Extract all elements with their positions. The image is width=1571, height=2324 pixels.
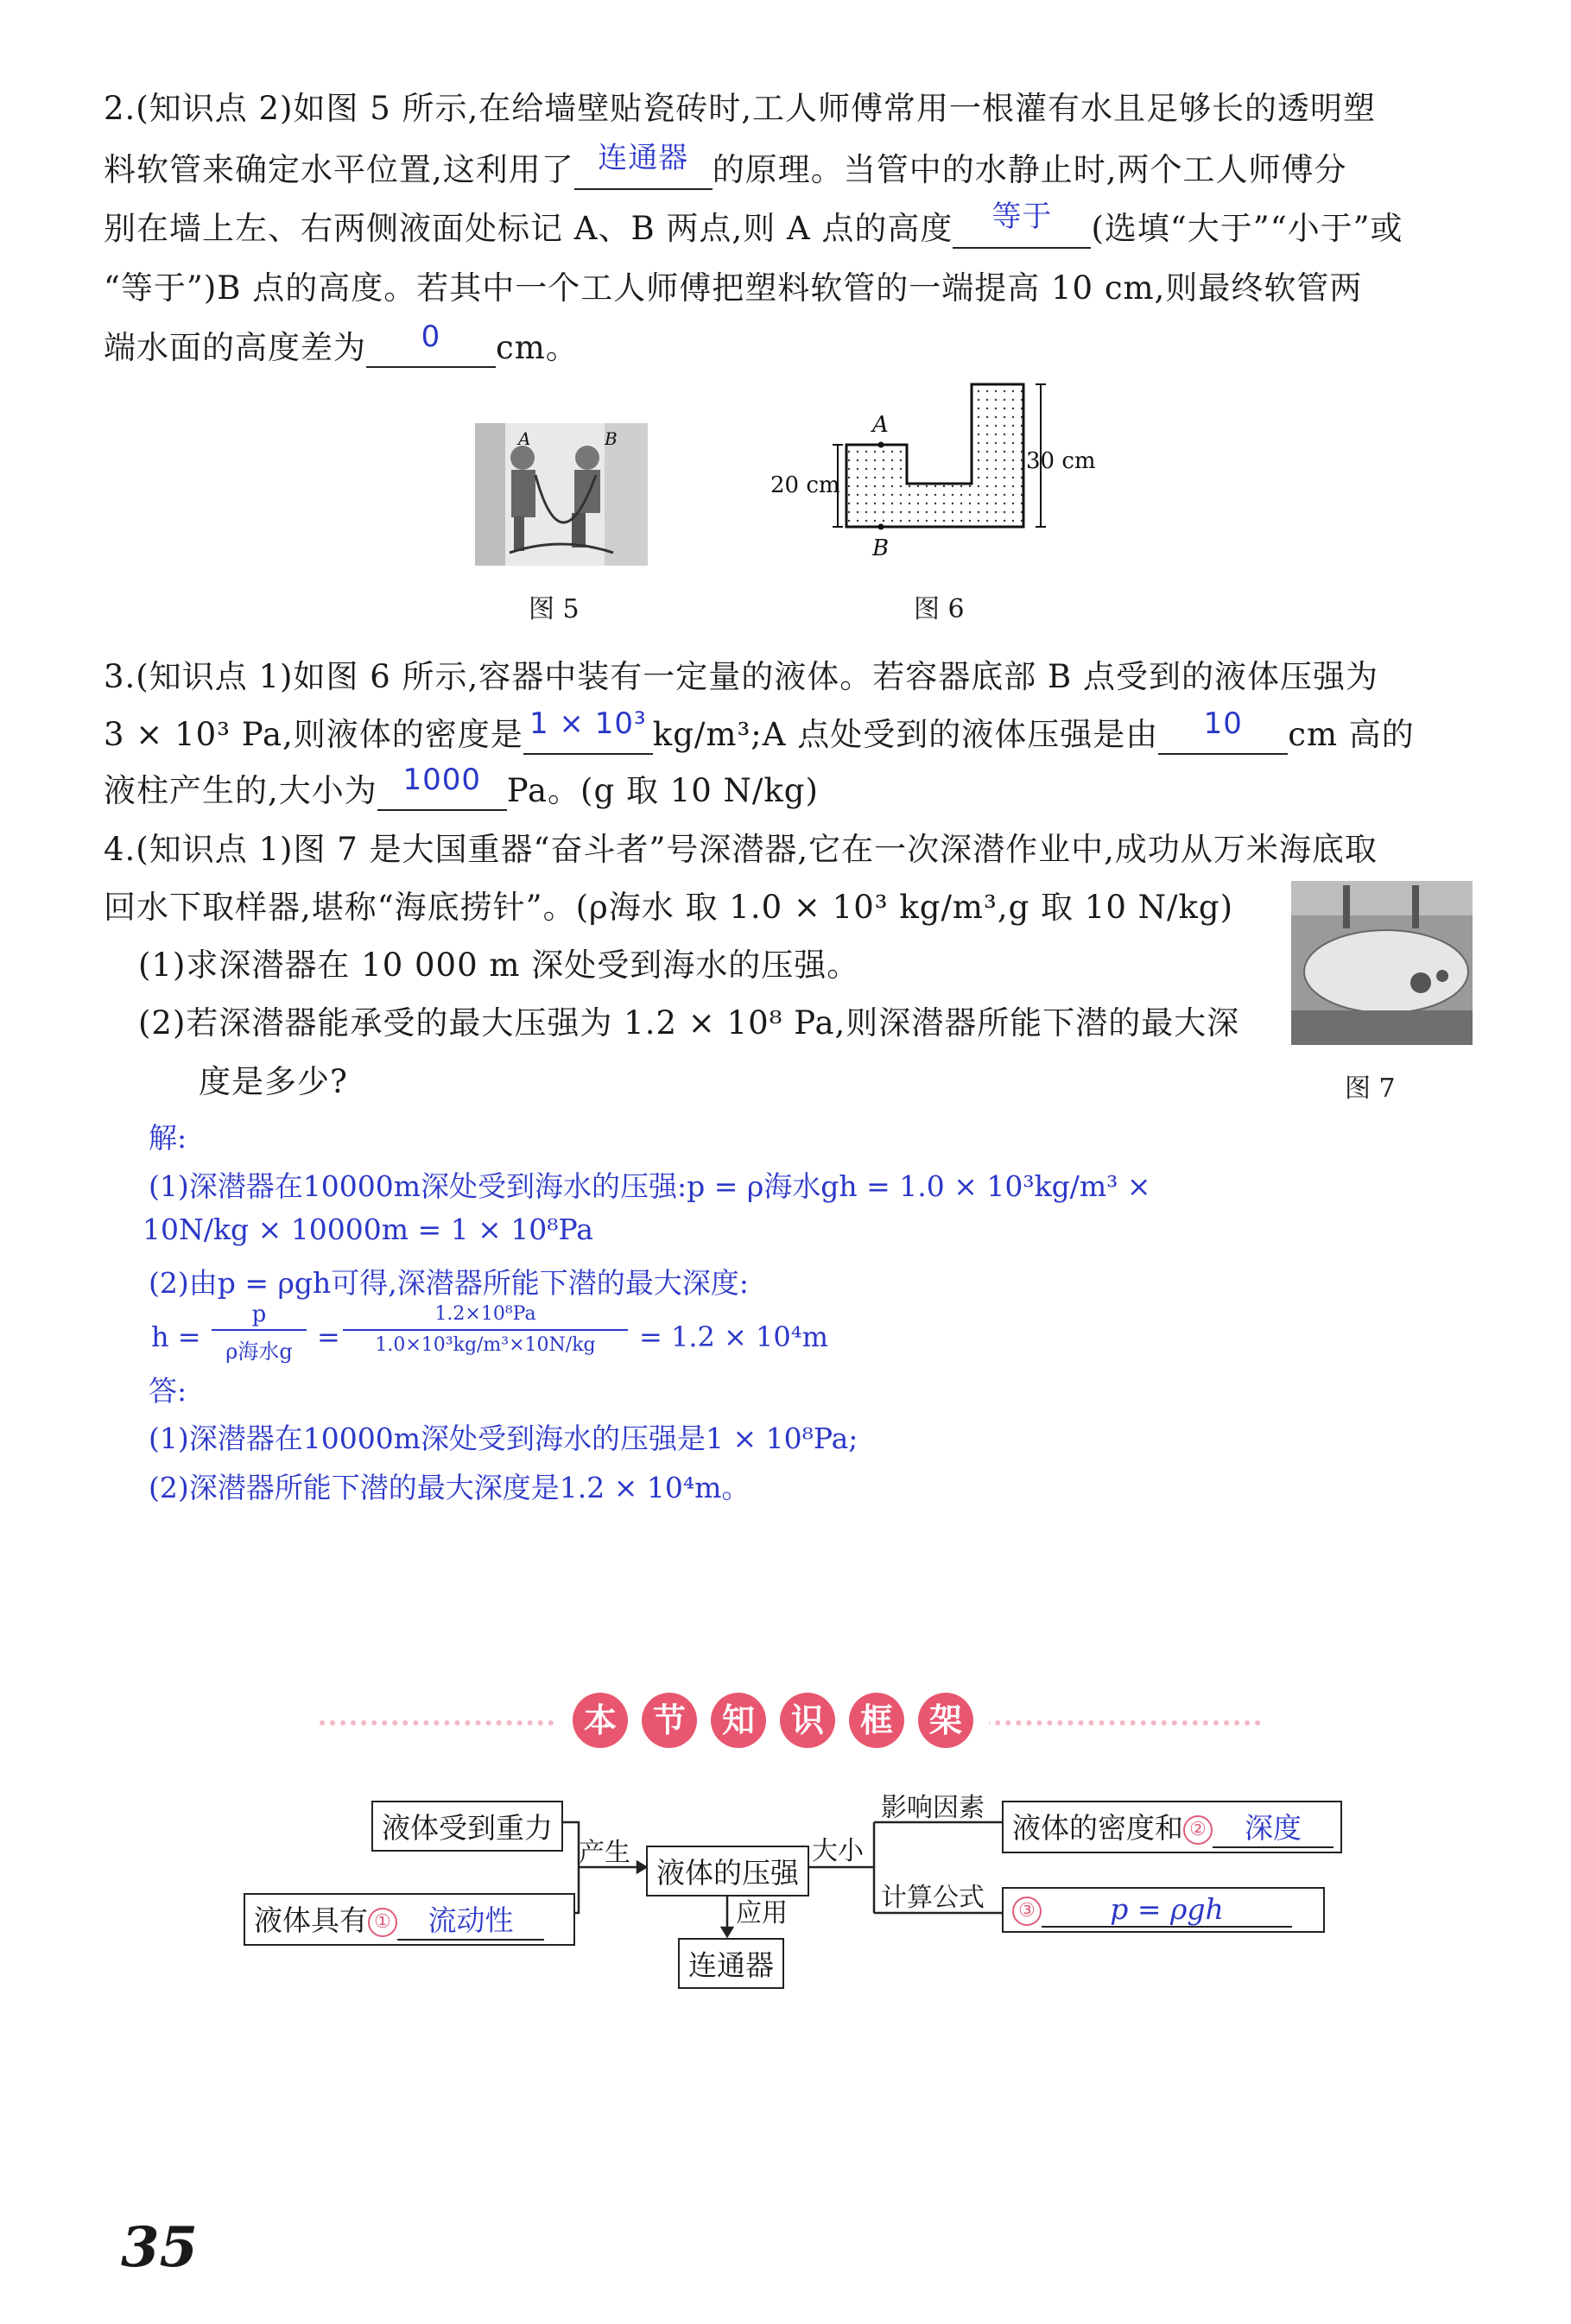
fig6-label-b: B	[872, 535, 890, 561]
page-number: 35	[121, 2215, 199, 2280]
circled-number-2: ②	[1183, 1815, 1213, 1845]
answer-formula: p = ρgh	[1042, 1892, 1292, 1928]
fig5-label-b: B	[605, 428, 618, 449]
title-char: 知	[711, 1693, 766, 1748]
q3-blank2	[1158, 706, 1288, 755]
title-char: 本	[573, 1693, 628, 1748]
circled-number-1: ①	[368, 1908, 397, 1937]
q2-blank2	[953, 199, 1091, 249]
solution-jie: 解:	[149, 1121, 187, 1155]
title-char: 架	[918, 1693, 973, 1748]
framework-title	[557, 1693, 989, 1748]
q2-text: 端水面的高度差为	[104, 329, 366, 366]
box-liquid-pressure: 液体的压强	[646, 1846, 809, 1897]
figure-7-caption: 图 7	[1345, 1073, 1396, 1104]
q3-text: kg/m³;A 点处受到的液体压强是由	[652, 716, 1159, 753]
q3-blank3	[377, 763, 507, 811]
q3-answer3: 1000	[402, 763, 482, 797]
answer-depth: 深度	[1213, 1806, 1333, 1848]
q2-line1: 2.(知识点 2)如图 5 所示,在给墙壁贴瓷砖时,工人师傅常用一根灌有水且足够长的透明塑	[104, 90, 1377, 127]
q2-blank3	[366, 320, 496, 368]
circled-number-3: ③	[1012, 1897, 1042, 1926]
q2-line4: “等于”)B 点的高度。若其中一个工人师傅把塑料软管的一端提高 10 cm,则最终软管两	[104, 269, 1363, 307]
q2-line3	[104, 199, 1403, 249]
q4-line2: 回水下取样器,堪称“海底捞针”。(ρ海水 取 1.0 × 10³ kg/m³,g 取 10 N/kg)	[104, 889, 1234, 926]
q3-text: 液柱产生的,大小为	[104, 772, 377, 809]
q2-answer3: 0	[421, 320, 441, 354]
fig6-dim-right: 30 cm	[1026, 448, 1096, 474]
solution-answer2: (2)深潜器所能下潜的最大深度是1.2 × 10⁴m。	[149, 1471, 751, 1504]
q2-text: 别在墙上左、右两侧液面处标记 A、B 两点,则 A 点的高度	[104, 210, 953, 247]
box-connector: 连通器	[678, 1938, 784, 1989]
label-apply: 应用	[736, 1898, 788, 1928]
density-text: 液体的密度和	[1012, 1811, 1183, 1845]
solution-den1: ρ海水g	[225, 1339, 293, 1364]
q3-line1: 3.(知识点 1)如图 6 所示,容器中装有一定量的液体。若容器底部 B 点受到的液体压强为	[104, 658, 1379, 695]
q2-answer2: 等于	[991, 199, 1053, 234]
solution-step2: (2)由p = ρgh可得,深潜器所能下潜的最大深度:	[149, 1266, 749, 1300]
solution-answer1: (1)深潜器在10000m深处受到海水的压强是1 × 10⁸Pa;	[149, 1422, 858, 1455]
figure-6-caption: 图 6	[914, 594, 965, 624]
q2-text: 料软管来确定水平位置,这利用了	[104, 151, 574, 188]
q3-line3	[104, 764, 819, 811]
figure-5-workers-image	[475, 423, 648, 566]
q2-text: (选填“大于”“小于”或	[1091, 210, 1403, 247]
solution-num1: p	[251, 1301, 267, 1327]
q2-text: cm。	[496, 329, 579, 366]
figure-6-container-diagram	[769, 371, 1114, 566]
solution-num2: 1.2×10⁸Pa	[434, 1303, 536, 1325]
q4-line1: 4.(知识点 1)图 7 是大国重器“奋斗者”号深潜器,它在一次深潜作业中,成功从万米海底取	[104, 831, 1378, 868]
q2-answer1: 连通器	[598, 141, 689, 175]
solution-step1b: 10N/kg × 10000m = 1 × 10⁸Pa	[143, 1213, 593, 1246]
solution-den2: 1.0×10³kg/m³×10N/kg	[375, 1334, 596, 1356]
title-char: 框	[849, 1693, 904, 1748]
q3-text: cm 高的	[1288, 716, 1415, 753]
label-formula: 计算公式	[881, 1883, 985, 1913]
fig6-dim-left: 20 cm	[770, 472, 840, 498]
box-liquid-flow	[244, 1893, 575, 1946]
box-density-depth	[1002, 1801, 1342, 1853]
q3-line2	[104, 708, 1415, 755]
title-char: 识	[780, 1693, 835, 1748]
box-formula	[1002, 1887, 1325, 1933]
solution-h: h =	[151, 1320, 201, 1353]
figure-7-submersible-photo	[1291, 881, 1473, 1045]
q2-line2	[104, 143, 1347, 190]
solution-eq: =	[317, 1320, 340, 1353]
q2-text: 的原理。当管中的水静止时,两个工人师傅分	[712, 151, 1347, 188]
title-char: 节	[642, 1693, 697, 1748]
q2-blank1	[574, 141, 713, 190]
fig6-label-a: A	[872, 412, 889, 438]
flow-text: 液体具有	[254, 1903, 368, 1937]
answer-flow: 流动性	[397, 1898, 544, 1941]
q3-text: 3 × 10³ Pa,则液体的密度是	[104, 716, 523, 753]
figure-5-caption: 图 5	[529, 594, 580, 624]
solution-step1a: (1)深潜器在10000m深处受到海水的压强:p = ρ海水gh = 1.0 × 10³kg/m³ ×	[149, 1169, 1151, 1203]
q4-line5: 度是多少?	[199, 1063, 348, 1100]
q4-line4: (2)若深潜器能承受的最大压强为 1.2 × 10⁸ Pa,则深潜器所能下潜的最大深	[138, 1004, 1240, 1042]
fig5-label-a: A	[518, 428, 531, 449]
solution-da: 答:	[149, 1374, 187, 1408]
solution-result: = 1.2 × 10⁴m	[639, 1320, 828, 1353]
q3-answer2: 10	[1203, 706, 1243, 741]
q4-line3: (1)求深潜器在 10 000 m 深处受到海水的压强。	[138, 947, 860, 984]
q3-answer1: 1 × 10³	[529, 706, 647, 741]
q3-blank1	[523, 706, 653, 755]
box-liquid-gravity: 液体受到重力	[371, 1801, 563, 1852]
label-size: 大小	[812, 1836, 864, 1866]
label-factors: 影响因素	[881, 1793, 985, 1823]
q3-text: Pa。(g 取 10 N/kg)	[506, 772, 819, 809]
q2-line5	[104, 321, 579, 368]
label-produce: 产生	[579, 1838, 630, 1868]
